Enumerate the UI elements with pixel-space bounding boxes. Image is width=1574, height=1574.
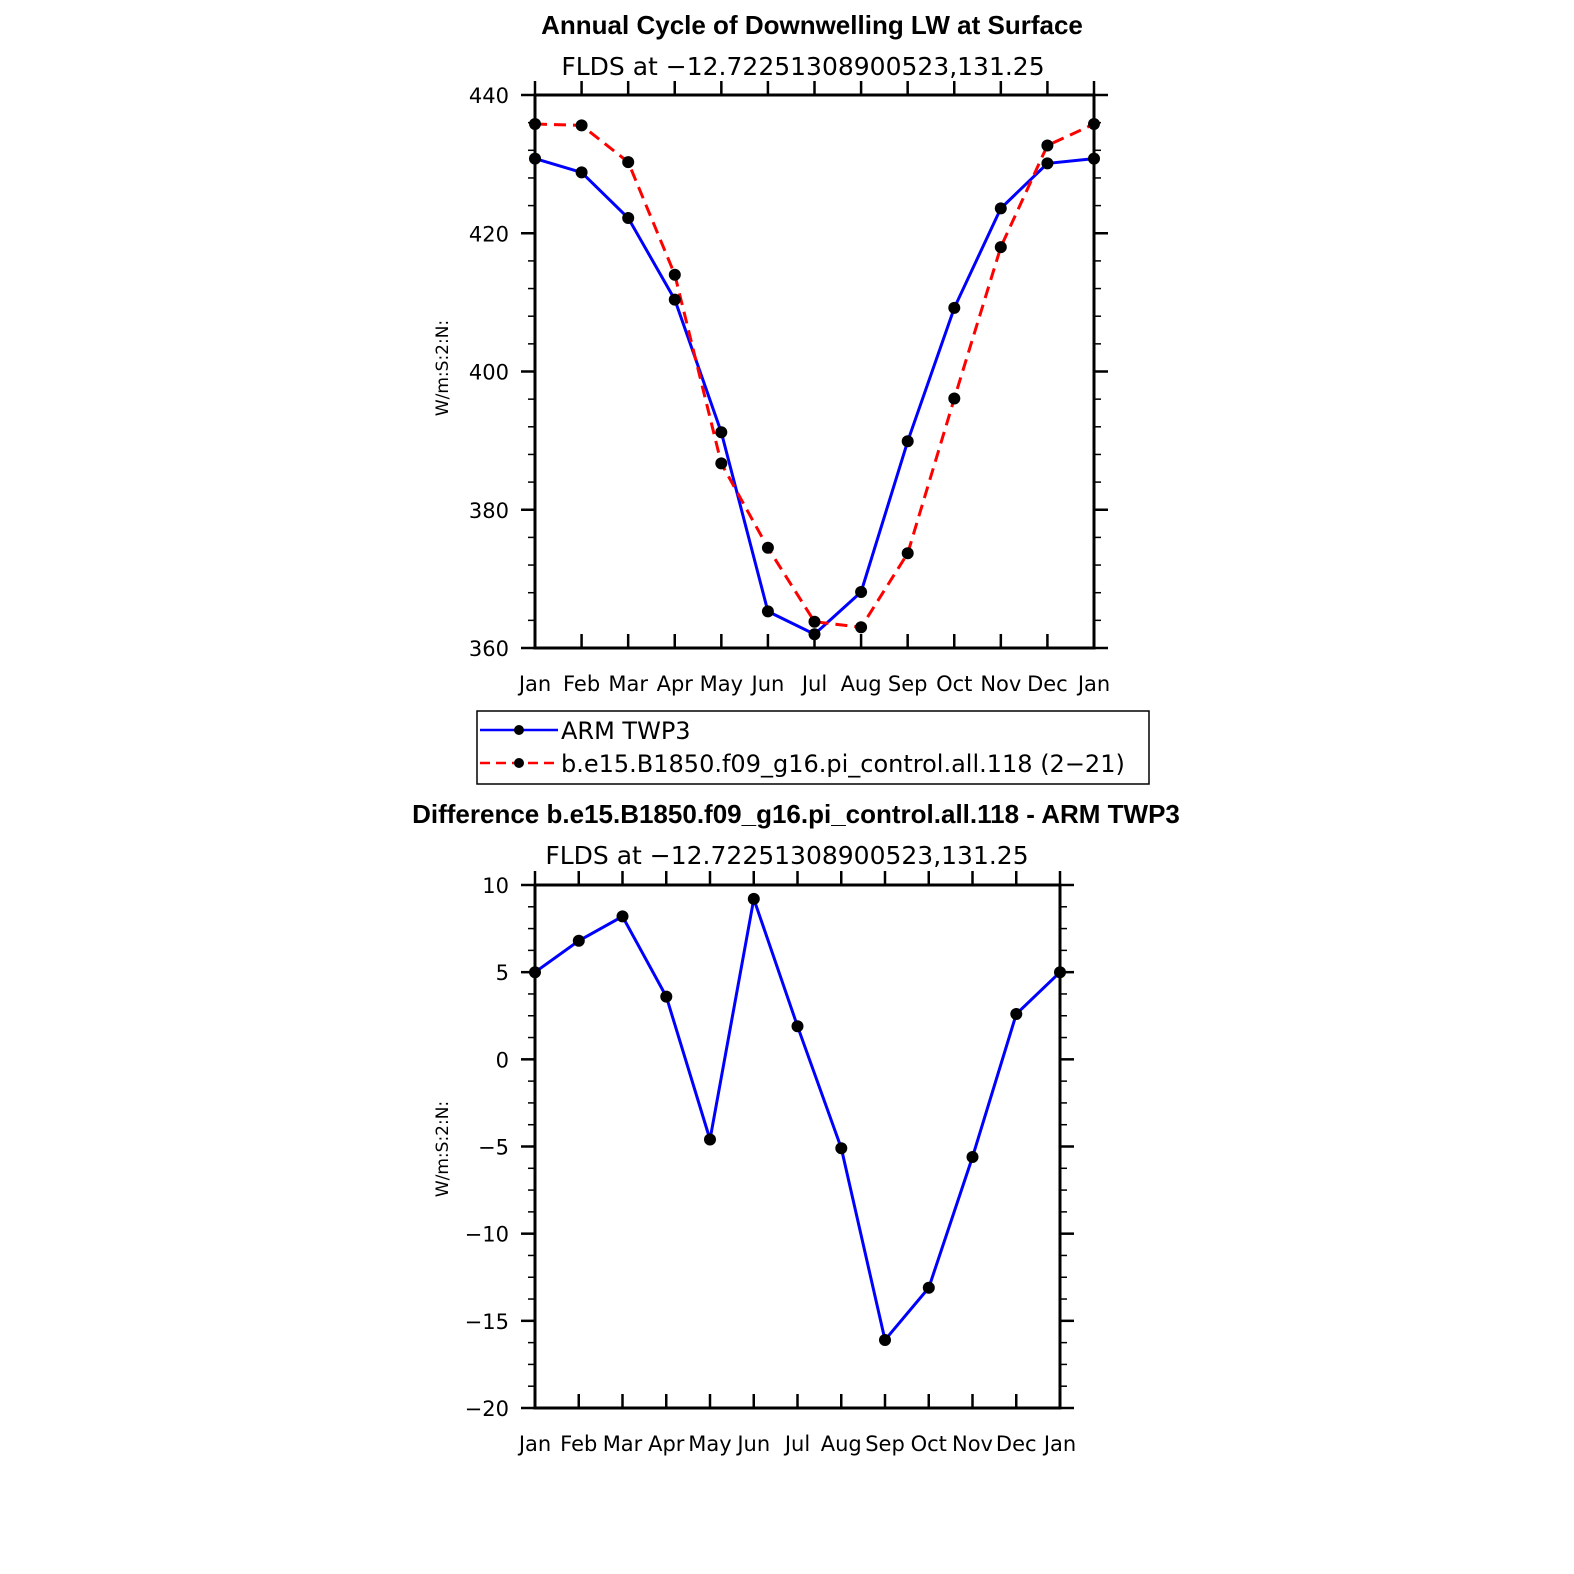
x-tick-label: May: [699, 672, 744, 696]
difference-y-axis-label: W/m:S:2:N:: [433, 1100, 453, 1198]
axes: [469, 81, 1110, 696]
x-tick-label: Jan: [1077, 672, 1111, 696]
data-point-0-10: [995, 202, 1007, 214]
x-tick-label: Jun: [737, 1432, 771, 1456]
data-point-1-6: [809, 616, 821, 628]
plot-marks: [529, 893, 1066, 1346]
legend-marker-model: [514, 758, 524, 768]
y-tick-label: 0: [495, 1048, 509, 1073]
x-tick-label: Apr: [648, 1432, 685, 1456]
y-tick-label: 420: [468, 222, 509, 247]
x-tick-label: May: [688, 1432, 732, 1456]
data-point-0-2: [617, 910, 629, 922]
data-point-1-9: [948, 393, 960, 405]
x-tick-label: Feb: [562, 672, 601, 696]
data-point-0-11: [1041, 157, 1053, 169]
x-tick-label: Jun: [751, 672, 785, 696]
x-tick-label: Nov: [980, 672, 1022, 696]
x-tick-label: Oct: [910, 1432, 947, 1456]
data-point-0-7: [835, 1142, 847, 1154]
data-point-0-6: [792, 1020, 804, 1032]
x-tick-label: Jul: [801, 672, 828, 696]
data-point-0-8: [902, 435, 914, 447]
difference-panel: [412, 799, 1180, 1456]
y-axis-label: W/m:S:2:N:: [433, 319, 453, 417]
data-point-1-10: [995, 241, 1007, 253]
x-tick-label: Sep: [865, 1432, 905, 1456]
data-point-1-4: [715, 457, 727, 469]
x-tick-label: Jan: [518, 672, 552, 696]
data-point-0-1: [576, 166, 588, 178]
data-point-0-10: [967, 1151, 979, 1163]
y-tick-label: 400: [468, 360, 509, 385]
x-tick-label: Nov: [952, 1432, 993, 1456]
data-point-1-1: [576, 119, 588, 131]
series-line-0: [535, 159, 1094, 635]
data-point-0-3: [669, 294, 681, 306]
data-point-0-7: [855, 586, 867, 598]
data-point-1-11: [1041, 140, 1053, 152]
x-tick-label: Sep: [887, 672, 928, 696]
x-tick-label: Jan: [1043, 1432, 1077, 1456]
data-point-0-9: [923, 1282, 935, 1294]
y-tick-label: 5: [495, 961, 509, 986]
data-point-1-8: [902, 547, 914, 559]
data-point-1-7: [855, 621, 867, 633]
x-tick-label: Aug: [840, 672, 882, 696]
x-tick-label: Oct: [936, 672, 973, 696]
data-point-1-2: [622, 156, 634, 168]
x-tick-label: Dec: [1027, 672, 1068, 696]
axes: [465, 871, 1077, 1456]
data-point-0-11: [1010, 1008, 1022, 1020]
data-point-0-3: [660, 991, 672, 1003]
y-tick-label: 380: [468, 498, 509, 523]
chart-subtitle: FLDS at −12.72251308900523,131.25: [561, 52, 1045, 81]
y-tick-label: −10: [464, 1222, 509, 1247]
y-tick-label: −5: [478, 1135, 509, 1160]
y-tick-label: 360: [468, 637, 509, 661]
plot-frame: [535, 885, 1060, 1408]
x-tick-label: Feb: [560, 1432, 598, 1456]
x-tick-label: Apr: [656, 672, 693, 696]
chart-title: Annual Cycle of Downwelling LW at Surface: [541, 10, 1083, 40]
legend-marker-arm: [514, 725, 524, 735]
y-tick-label: −15: [464, 1309, 509, 1334]
x-tick-label: Mar: [608, 672, 648, 696]
data-point-0-9: [948, 302, 960, 314]
data-point-0-1: [573, 935, 585, 947]
y-tick-label: −20: [464, 1397, 509, 1421]
legend-label-arm: ARM TWP3: [561, 717, 691, 745]
data-point-0-4: [704, 1134, 716, 1146]
difference-title: Difference b.e15.B1850.f09_g16.pi_control.all.118 - ARM TWP3: [412, 799, 1180, 829]
y-tick-label: 10: [482, 874, 509, 898]
data-point-1-3: [669, 269, 681, 281]
data-point-0-2: [622, 212, 634, 224]
x-tick-label: Mar: [602, 1432, 643, 1456]
data-point-0-8: [879, 1334, 891, 1346]
legend: [477, 711, 1149, 784]
legend-label-model: b.e15.B1850.f09_g16.pi_control.all.118 (2−21): [561, 750, 1125, 778]
x-tick-label: Jan: [518, 1432, 552, 1456]
plot-frame: [535, 95, 1094, 648]
x-tick-label: Jul: [784, 1432, 811, 1456]
x-tick-label: Dec: [995, 1432, 1037, 1456]
plot-marks: [529, 118, 1100, 640]
series-line-0: [535, 899, 1060, 1340]
data-point-0-5: [748, 893, 760, 905]
annual-cycle-panel: [433, 10, 1110, 696]
data-point-1-5: [762, 542, 774, 554]
y-tick-label: 440: [468, 84, 509, 108]
x-tick-label: Aug: [820, 1432, 862, 1456]
data-point-0-5: [762, 605, 774, 617]
data-point-0-4: [715, 426, 727, 438]
difference-subtitle: FLDS at −12.72251308900523,131.25: [545, 841, 1029, 870]
